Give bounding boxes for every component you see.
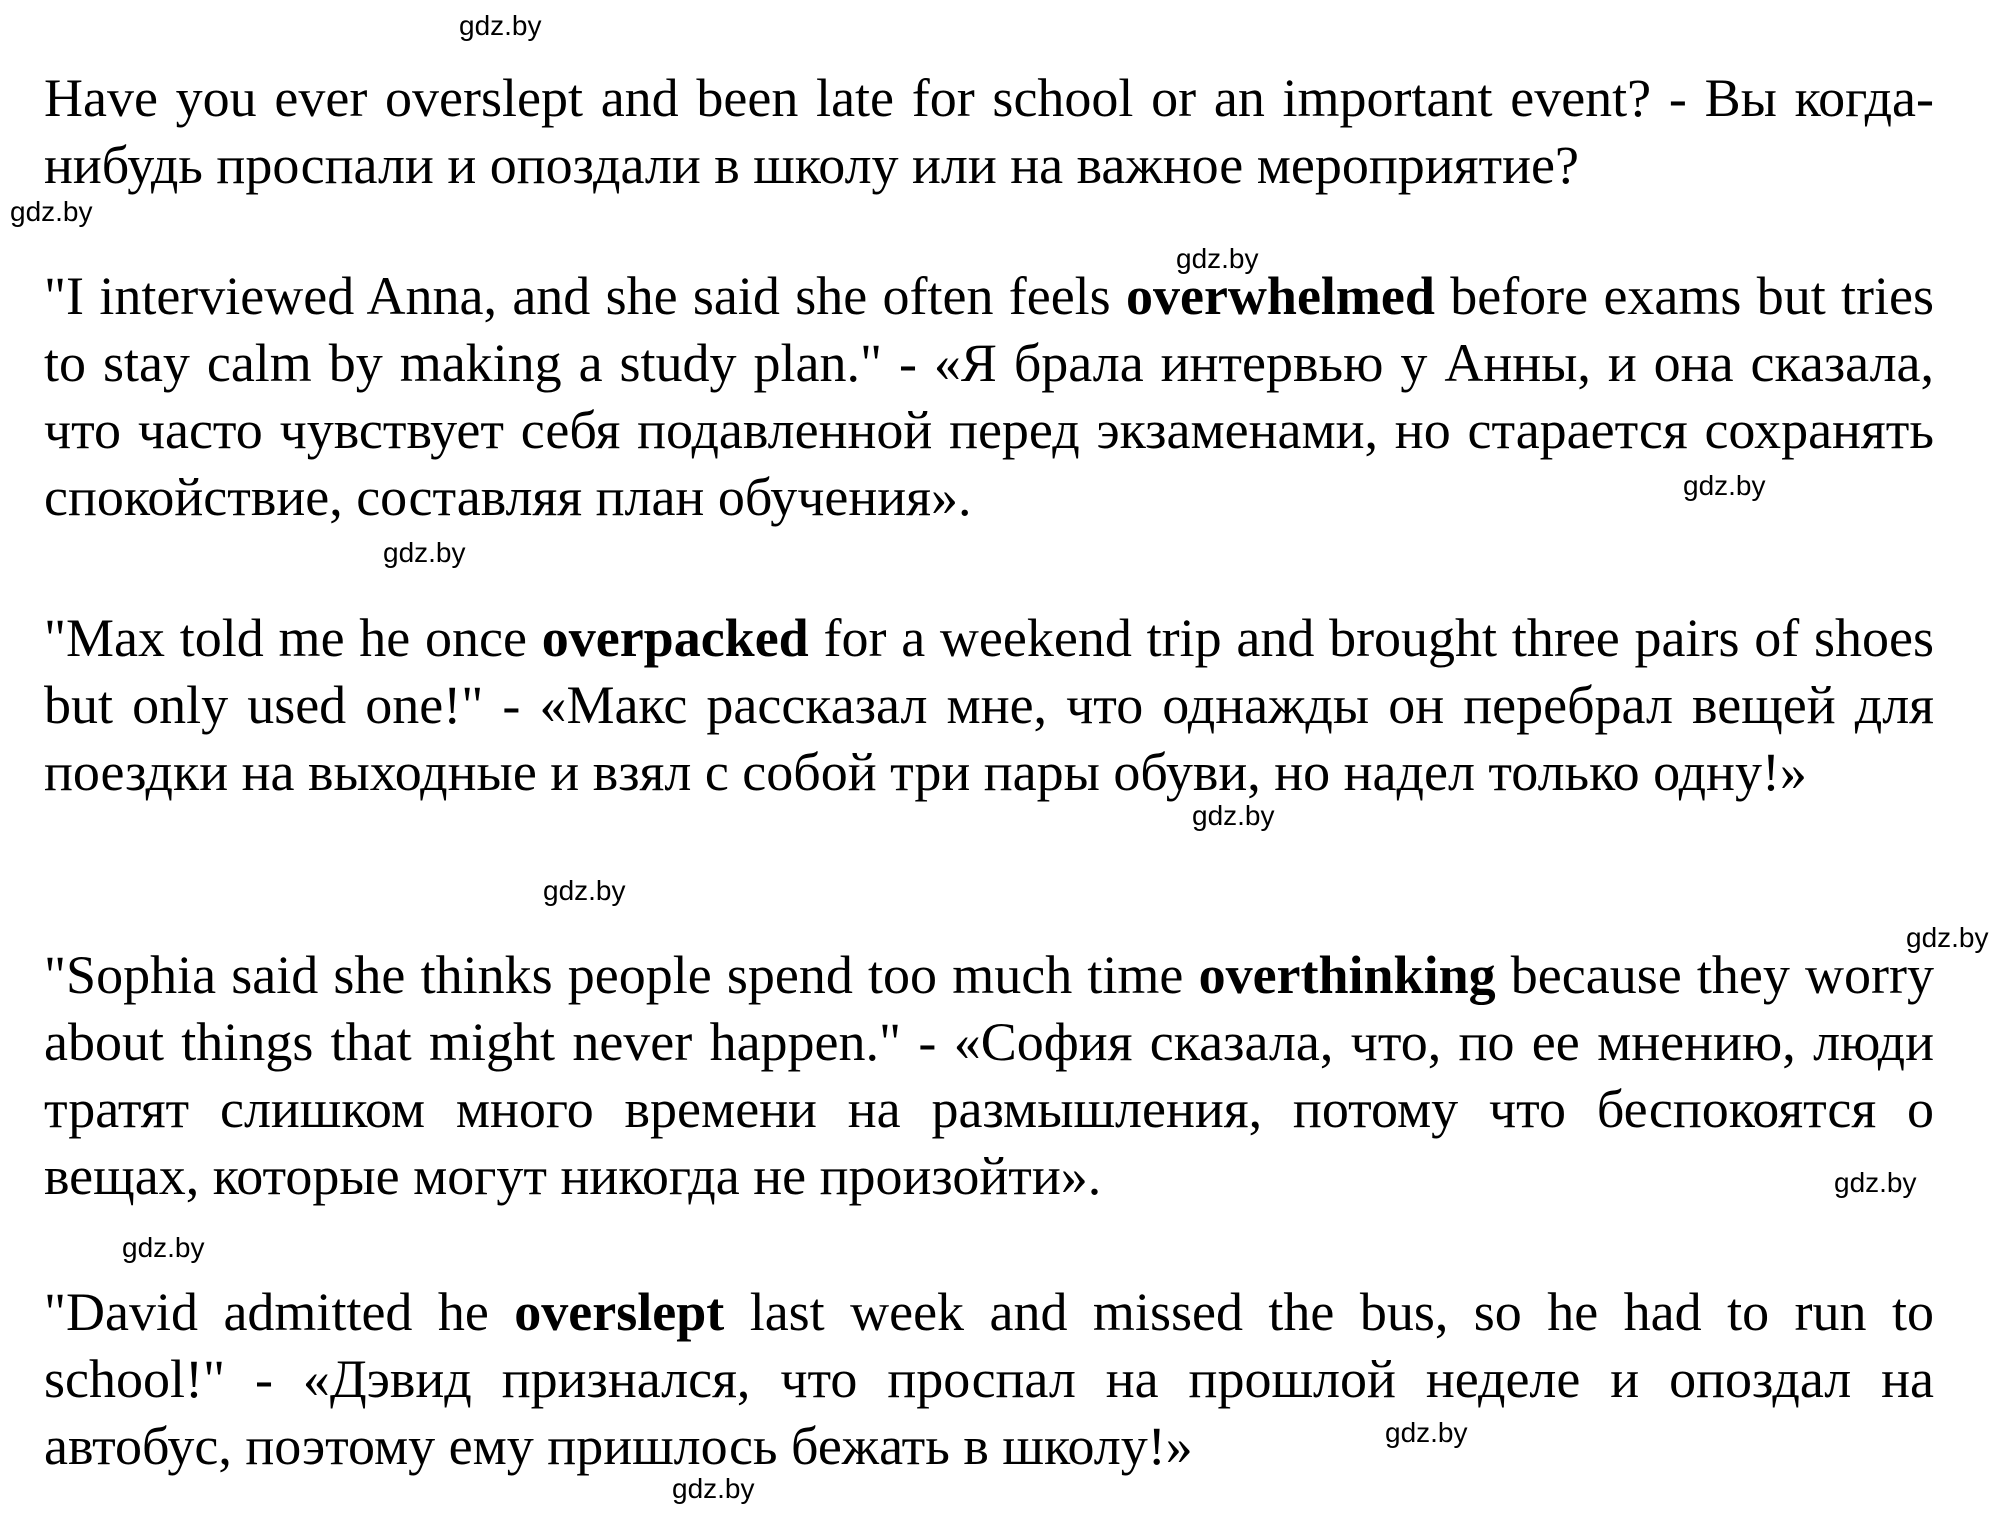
highlighted-word: overslept [514, 1282, 725, 1342]
watermark: gdz.by [122, 1232, 205, 1263]
paragraph-5 [44, 1279, 1934, 1480]
russian-translation: Вы когда-нибудь проспали и опоздали в школу или на важное мероприятие? [44, 68, 1934, 195]
paragraph-2 [44, 263, 1934, 531]
english-sentence-end: before exams but tries to stay calm by making a study plan." [44, 266, 1934, 393]
english-sentence-end: last week and missed the bus, so he had to run to school!" [44, 1282, 1934, 1409]
watermark: gdz.by [383, 537, 466, 568]
separator: - [483, 675, 540, 735]
watermark: gdz.by [10, 196, 93, 227]
english-sentence-start: "Max told me he once [44, 608, 542, 668]
highlighted-word: overpacked [541, 608, 809, 668]
watermark: gdz.by [543, 875, 626, 906]
english-sentence-end: because they worry about things that might never happen." [44, 945, 1934, 1072]
separator: - [901, 1012, 954, 1072]
highlighted-word: overthinking [1198, 945, 1496, 1005]
separator: - [1651, 68, 1705, 128]
paragraph-3 [44, 605, 1934, 806]
separator: - [225, 1349, 303, 1409]
russian-translation: «Дэвид признался, что проспал на прошлой неделе и опоздал на автобус, поэтому ему пришлось бежать в школу!» [44, 1349, 1935, 1476]
paragraph-4 [44, 942, 1934, 1210]
watermark: gdz.by [1385, 1417, 1468, 1448]
english-sentence-start: "I interviewed Anna, and she said she often feels [44, 266, 1126, 326]
watermark: gdz.by [1906, 922, 1989, 953]
russian-translation: «Макс рассказал мне, что однажды он перебрал вещей для поездки на выходные и взял с собой три пары обуви, но надел только одну!» [44, 675, 1934, 802]
watermark: gdz.by [1834, 1167, 1917, 1198]
separator: - [882, 333, 934, 393]
english-sentence: Have you ever overslept and been late for school or an important event? [44, 68, 1652, 128]
watermark: gdz.by [1683, 470, 1766, 501]
english-sentence-start: "Sophia said she thinks people spend too much time [44, 945, 1199, 1005]
watermark: gdz.by [1176, 243, 1259, 274]
russian-translation: «Я брала интервью у Анны, и она сказала, что часто чувствует себя подавленной перед экзаменами, но старается сохранять спокойствие, составляя план обучения». [44, 333, 1935, 527]
watermark: gdz.by [459, 10, 542, 41]
english-sentence-end: for a weekend trip and brought three pairs of shoes but only used one!" [44, 608, 1934, 735]
russian-translation: «София сказала, что, по ее мнению, люди тратят слишком много времени на размышления, потому что беспокоятся о вещах, которые могут никогда не произойти». [44, 1012, 1934, 1206]
watermark: gdz.by [1192, 800, 1275, 831]
highlighted-word: overwhelmed [1126, 266, 1435, 326]
english-sentence-start: "David admitted he [44, 1282, 515, 1342]
paragraph-1 [44, 65, 1934, 199]
watermark: gdz.by [672, 1473, 755, 1504]
